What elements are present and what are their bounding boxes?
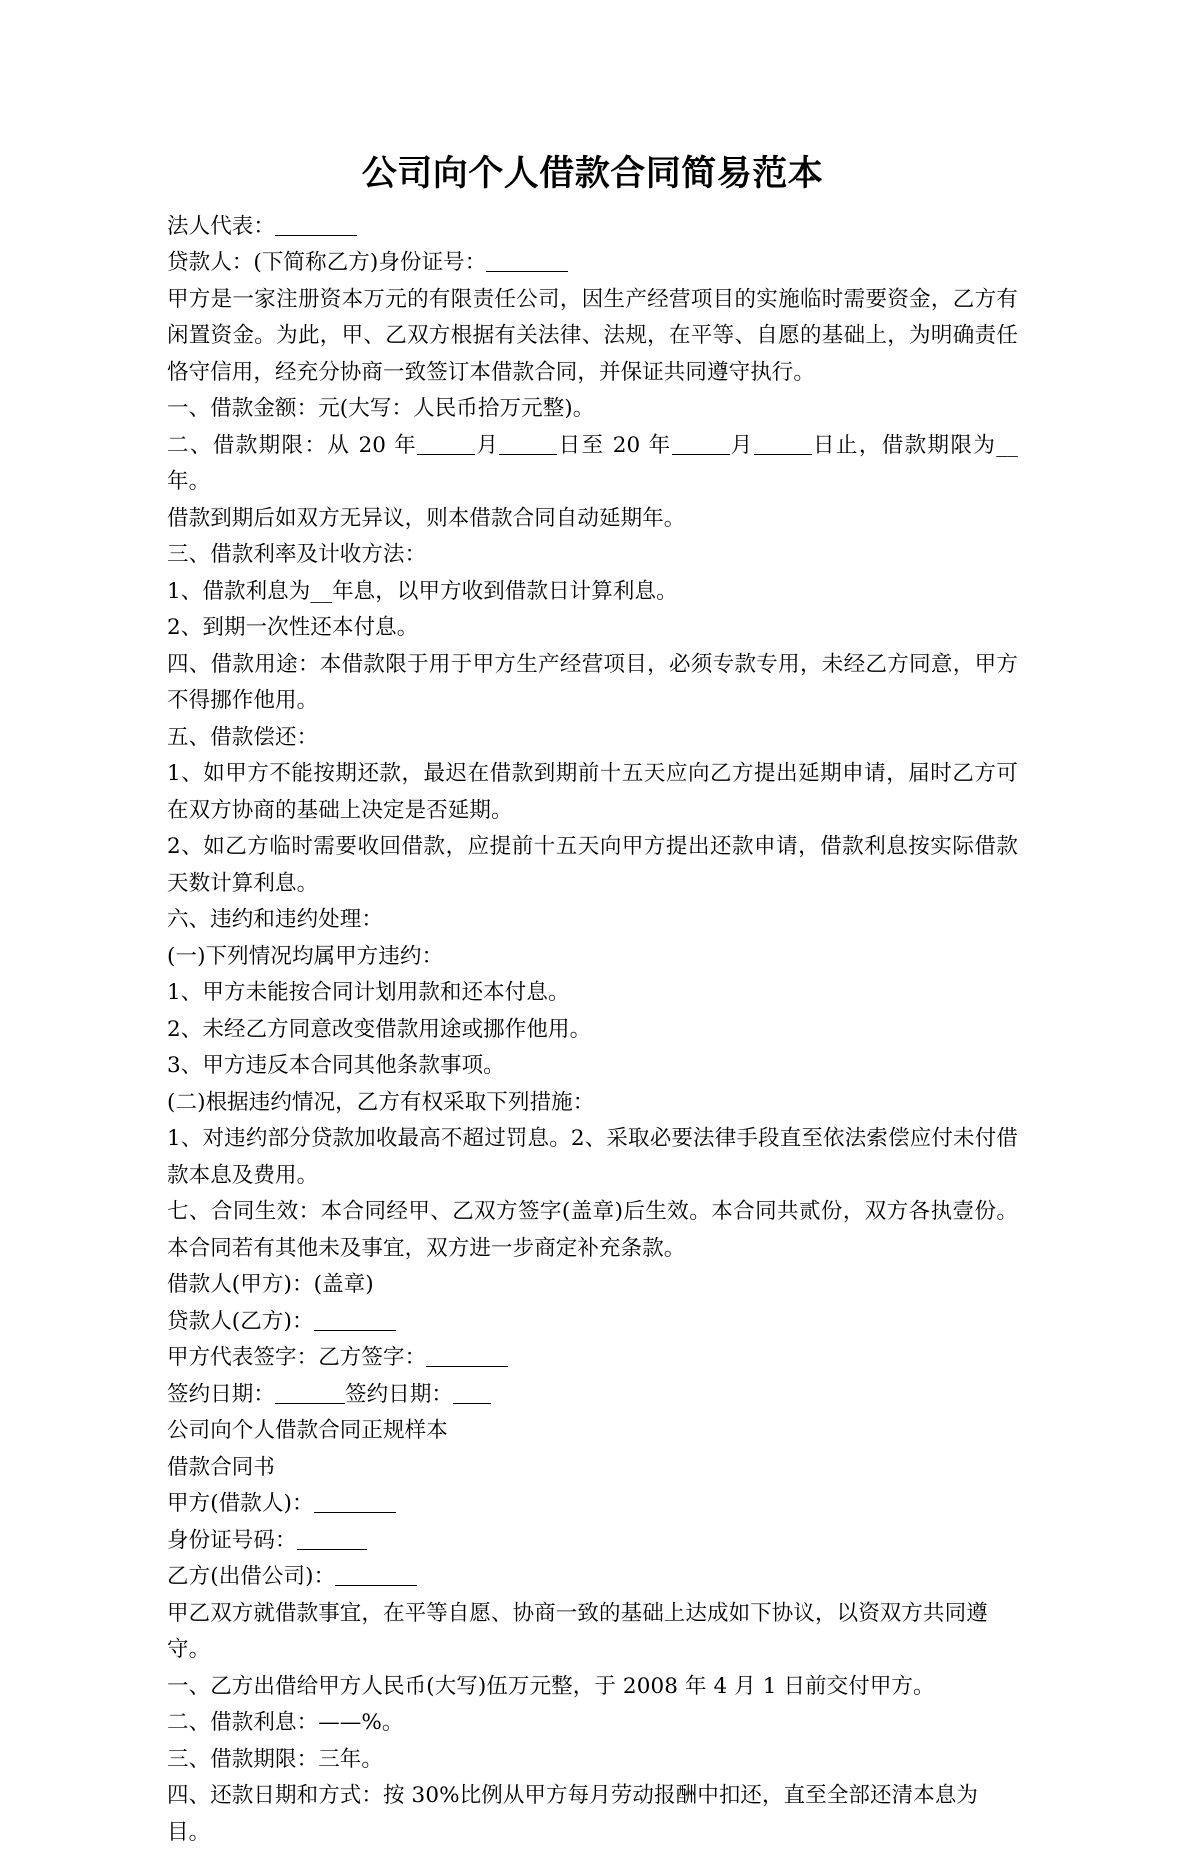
- clause-6-sub-2-heading: (二)根据违约情况，乙方有权采取下列措施：: [167, 1089, 595, 1115]
- term-day-blank-2: [754, 454, 812, 455]
- preamble-paragraph: 甲方是一家注册资本万元的有限责任公司，因生产经营项目的实施临时需要资金，乙方有闲置资金。为此，甲、乙双方根据有关法律、法规，在平等、自愿的基础上，为明确责任恪守信用，经充分协商一致签订本借款合同，并保证共同遵守执行。: [167, 286, 1018, 385]
- clause-5-item-1: 1、如甲方不能按期还款，最迟在借款到期前十五天应向乙方提出延期申请，届时乙方可在双方协商的基础上决定是否延期。: [167, 761, 1018, 823]
- clause-7-effect: 七、合同生效：本合同经甲、乙双方签字(盖章)后生效。本合同共贰份，双方各执壹份。本合同若有其他未及事宜，双方进一步商定补充条款。: [167, 1199, 1018, 1261]
- clause-6-sub-1-heading: (一)下列情况均属甲方违约：: [167, 943, 444, 969]
- second-contract-subheading: 借款合同书: [167, 1454, 276, 1480]
- document-content: [167, 0, 1018, 1851]
- signing-date-blank-1: [275, 1403, 345, 1404]
- signing-date-label-2: 签约日期：: [345, 1381, 454, 1407]
- signing-date-blank-2: [453, 1403, 491, 1404]
- clause-4-purpose: 四、借款用途：本借款限于用于甲方生产经营项目，必须专款专用，未经乙方同意，甲方不得挪作他用。: [167, 651, 1018, 714]
- clause-6-sub-1-item-3: 3、甲方违反本合同其他条款事项。: [167, 1053, 505, 1079]
- representative-signature-label: 甲方代表签字：乙方签字：: [167, 1345, 427, 1371]
- clause-6-sub-1-item-1: 1、甲方未能按合同计划用款和还本付息。: [167, 980, 570, 1006]
- term-month-blank-1: [417, 454, 475, 455]
- legal-representative-line: [167, 209, 1018, 246]
- clause-2-extension: 借款到期后如双方无异议，则本借款合同自动延期年。: [167, 505, 686, 531]
- representative-signature-blank: [426, 1366, 508, 1367]
- party-a-blank: [314, 1512, 396, 1513]
- legal-representative-blank: [275, 235, 357, 236]
- party-a-line: [167, 1486, 1018, 1523]
- borrower-signature-line: 借款人(甲方)：(盖章): [167, 1272, 374, 1298]
- clause-6-heading: 六、违约和违约处理：: [167, 907, 384, 933]
- second-clause-3: 三、借款期限：三年。: [167, 1746, 384, 1772]
- id-number-blank: [297, 1549, 367, 1550]
- signing-date-label-1: 签约日期：: [167, 1381, 276, 1407]
- second-preamble: 甲乙双方就借款事宜，在平等自愿、协商一致的基础上达成如下协议，以资双方共同遵守。: [167, 1600, 988, 1663]
- clause-1-amount: 一、借款金额：元(大写：人民币拾万元整)。: [167, 396, 595, 422]
- lender-signature-blank: [314, 1330, 396, 1331]
- clause-3-item-1: 1、借款利息为__年息，以甲方收到借款日计算利息。: [167, 578, 678, 604]
- clause-6-sub-2-items: 1、对违约部分贷款加收最高不超过罚息。2、采取必要法律手段直至依法索偿应付未付借款本息及费用。: [167, 1126, 1018, 1188]
- contract-body: [167, 209, 1018, 1851]
- clause-2-term: [167, 428, 1018, 501]
- clause-3-item-2: 2、到期一次性还本付息。: [167, 615, 419, 641]
- clause-3-heading: 三、借款利率及计收方法：: [167, 542, 427, 568]
- clause-5-item-2: 2、如乙方临时需要收回借款，应提前十五天向甲方提出还款申请，借款利息按实际借款天数计算利息。: [167, 834, 1018, 896]
- term-day-blank-1: [499, 454, 557, 455]
- page-title: 公司向个人借款合同简易范本: [361, 153, 824, 194]
- term-prefix: 二、借款期限：从 20 年: [167, 432, 418, 458]
- second-clause-1: 一、乙方出借给甲方人民币(大写)伍万元整，于 2008 年 4 月 1 日前交付甲方。: [167, 1673, 935, 1699]
- second-clause-2: 二、借款利息：——%。: [167, 1710, 404, 1736]
- signing-date-line: [167, 1377, 1018, 1414]
- term-suffix: 日止，借款期限为__年。: [167, 432, 1018, 495]
- representative-signature-line: [167, 1340, 1018, 1377]
- clause-6-sub-1-item-2: 2、未经乙方同意改变借款用途或挪作他用。: [167, 1016, 592, 1042]
- term-month-label-1: 月: [475, 432, 500, 458]
- clause-5-heading: 五、借款偿还：: [167, 724, 319, 750]
- lender-id-blank: [486, 271, 568, 272]
- party-b-blank: [335, 1585, 417, 1586]
- lender-id-line: [167, 245, 1018, 282]
- legal-representative-label: 法人代表：: [167, 213, 276, 239]
- id-number-line: [167, 1523, 1018, 1560]
- party-a-label: 甲方(借款人)：: [167, 1491, 314, 1517]
- id-number-label: 身份证号码：: [167, 1527, 297, 1553]
- party-b-label: 乙方(出借公司)：: [167, 1564, 336, 1590]
- second-clause-4: 四、还款日期和方式：按 30%比例从甲方每月劳动报酬中扣还，直至全部还清本息为目。: [167, 1783, 979, 1845]
- party-b-line: [167, 1559, 1018, 1596]
- second-contract-heading: 公司向个人借款合同正规样本: [167, 1418, 448, 1444]
- term-month-label-2: 月: [729, 432, 754, 458]
- lender-id-label: 贷款人：(下简称乙方)身份证号：: [167, 250, 487, 276]
- term-mid: 日至 20 年: [557, 432, 672, 458]
- term-month-blank-2: [672, 454, 730, 455]
- lender-signature-line: [167, 1304, 1018, 1341]
- lender-signature-label: 贷款人(乙方)：: [167, 1308, 314, 1334]
